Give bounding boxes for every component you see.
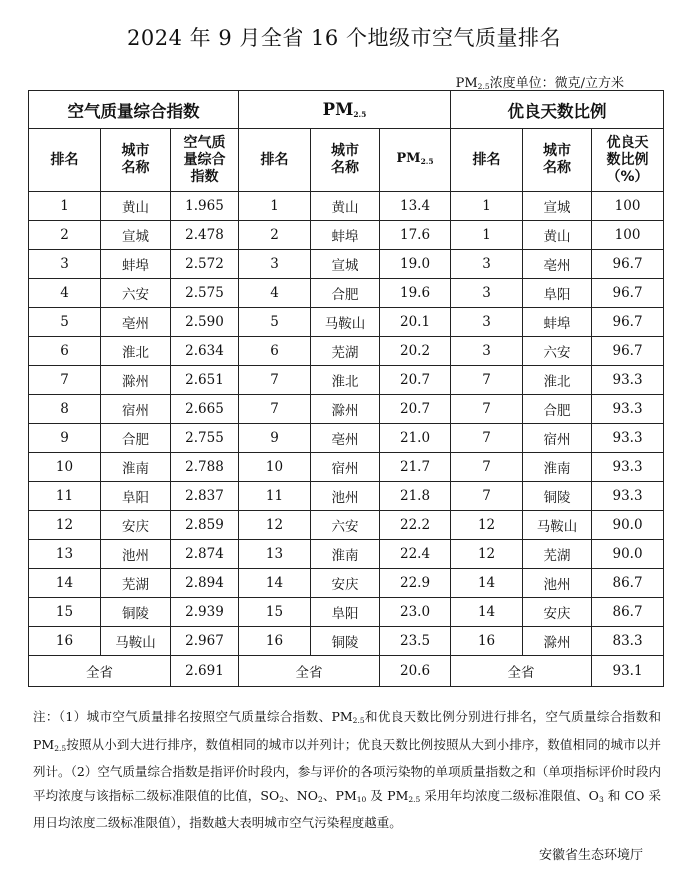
- pm-value-cell: 17.6: [380, 221, 451, 250]
- pm-rank-cell: 7: [239, 366, 311, 395]
- aqi-rank-cell: 11: [29, 482, 101, 511]
- note-text: 按照从小到大进行排序，数值相同的城市以并列计；优良天数比例按照从大到小排序，数值相同的城市以并列计。（2）空气质量综合指数是指评价时段内，参与评价的各项污染物的单项质量指数之和（单项指标评价时段内平均浓度与该指标二级标准限值的比值，SO: [33, 736, 661, 803]
- aqi-city-cell: 蚌埠: [101, 250, 171, 279]
- pm-value-cell: 20.2: [380, 337, 451, 366]
- pm-city-cell: 阜阳: [311, 598, 380, 627]
- aqi-rank-cell: 2: [29, 221, 101, 250]
- pm-rank-cell: 9: [239, 424, 311, 453]
- pm-value-cell: 19.0: [380, 250, 451, 279]
- header-city-l1: 城市: [121, 143, 150, 159]
- aqi-rank-cell: 15: [29, 598, 101, 627]
- header-rank: 排名: [451, 129, 523, 192]
- header-city: [311, 129, 380, 192]
- pm-value-cell: 20.7: [380, 395, 451, 424]
- good-rank-cell: 12: [451, 540, 523, 569]
- group-good-days-header: 优良天数比例: [451, 91, 664, 129]
- aqi-value-cell: 2.894: [171, 569, 239, 598]
- good-rank-cell: 7: [451, 366, 523, 395]
- table-row: [29, 221, 664, 250]
- pm-value-cell: 22.4: [380, 540, 451, 569]
- aqi-rank-cell: 16: [29, 627, 101, 656]
- pm-city-cell: 合肥: [311, 279, 380, 308]
- pm-rank-cell: 13: [239, 540, 311, 569]
- pm-city-cell: 亳州: [311, 424, 380, 453]
- pm-city-cell: 淮南: [311, 540, 380, 569]
- pm-value-cell: 22.2: [380, 511, 451, 540]
- pm-rank-cell: 4: [239, 279, 311, 308]
- total-label: 全省: [451, 656, 592, 687]
- table-row: [29, 482, 664, 511]
- aqi-value-cell: 2.665: [171, 395, 239, 424]
- note-text: 采用年均浓度二级标准限值、O: [420, 787, 599, 803]
- good-value-cell: 100: [592, 192, 664, 221]
- aqi-city-cell: 宣城: [101, 221, 171, 250]
- header-aqi: [171, 129, 239, 192]
- total-good-value: 93.1: [592, 656, 664, 687]
- aqi-city-cell: 马鞍山: [101, 627, 171, 656]
- aqi-rank-cell: 4: [29, 279, 101, 308]
- aqi-value-cell: 2.755: [171, 424, 239, 453]
- pm-city-cell: 蚌埠: [311, 221, 380, 250]
- pm-city-cell: 池州: [311, 482, 380, 511]
- aqi-rank-cell: 9: [29, 424, 101, 453]
- header-city-l2: 名称: [331, 160, 360, 176]
- good-value-cell: 93.3: [592, 424, 664, 453]
- header-aqi-l2: 量综合: [183, 151, 226, 168]
- pm-rank-cell: 6: [239, 337, 311, 366]
- good-rank-cell: 7: [451, 395, 523, 424]
- aqi-city-cell: 六安: [101, 279, 171, 308]
- pm-value-cell: 23.0: [380, 598, 451, 627]
- aqi-rank-cell: 6: [29, 337, 101, 366]
- good-value-cell: 90.0: [592, 511, 664, 540]
- unit-pm: PM: [455, 76, 478, 91]
- aqi-value-cell: 2.634: [171, 337, 239, 366]
- header-good-l3: （%）: [606, 168, 649, 185]
- pm-rank-cell: 14: [239, 569, 311, 598]
- aqi-value-cell: 2.788: [171, 453, 239, 482]
- pm-city-cell: 芜湖: [311, 337, 380, 366]
- note-sub: 2: [318, 794, 323, 804]
- note-text: 、NO: [284, 787, 318, 803]
- good-city-cell: 六安: [523, 337, 592, 366]
- good-city-cell: 宣城: [523, 192, 592, 221]
- page-title: 2024 年 9 月全省 16 个地级市空气质量排名: [127, 26, 561, 50]
- pm-rank-cell: 16: [239, 627, 311, 656]
- good-city-cell: 池州: [523, 569, 592, 598]
- pm-city-cell: 六安: [311, 511, 380, 540]
- good-rank-cell: 3: [451, 279, 523, 308]
- good-value-cell: 86.7: [592, 598, 664, 627]
- pm-value-cell: 20.7: [380, 366, 451, 395]
- pm-value-cell: 23.5: [380, 627, 451, 656]
- total-row: [29, 656, 664, 687]
- pm-value-cell: 19.6: [380, 279, 451, 308]
- good-city-cell: 铜陵: [523, 482, 592, 511]
- header-aqi-l1: 空气质: [183, 134, 226, 151]
- table-row: [29, 511, 664, 540]
- aqi-city-cell: 亳州: [101, 308, 171, 337]
- total-aqi-value: 2.691: [171, 656, 239, 687]
- pm-rank-cell: 7: [239, 395, 311, 424]
- table-row: [29, 424, 664, 453]
- note-text: 和优良天数比例分别进行排名，空气质量综合指数和 PM: [33, 709, 661, 752]
- good-rank-cell: 16: [451, 627, 523, 656]
- aqi-rank-cell: 12: [29, 511, 101, 540]
- header-rank: 排名: [29, 129, 101, 192]
- aqi-value-cell: 2.939: [171, 598, 239, 627]
- good-rank-cell: 14: [451, 598, 523, 627]
- aqi-value-cell: 2.575: [171, 279, 239, 308]
- group-pm-sub: 2.5: [353, 110, 367, 119]
- pm-rank-cell: 10: [239, 453, 311, 482]
- note-sub: 2.5: [352, 716, 365, 725]
- table-row: [29, 366, 664, 395]
- header-pm-text: PM: [396, 151, 421, 166]
- aqi-rank-cell: 1: [29, 192, 101, 221]
- aqi-value-cell: 2.967: [171, 627, 239, 656]
- total-pm-value: 20.6: [380, 656, 451, 687]
- good-value-cell: 93.3: [592, 395, 664, 424]
- pm-city-cell: 铜陵: [311, 627, 380, 656]
- note-sub: 2.5: [54, 743, 67, 753]
- good-value-cell: 83.3: [592, 627, 664, 656]
- pm-city-cell: 淮北: [311, 366, 380, 395]
- aqi-value-cell: 2.590: [171, 308, 239, 337]
- aqi-rank-cell: 3: [29, 250, 101, 279]
- aqi-value-cell: 1.965: [171, 192, 239, 221]
- good-city-cell: 淮南: [523, 453, 592, 482]
- good-rank-cell: 3: [451, 337, 523, 366]
- pm-rank-cell: 12: [239, 511, 311, 540]
- good-city-cell: 合肥: [523, 395, 592, 424]
- good-city-cell: 黄山: [523, 221, 592, 250]
- aqi-value-cell: 2.837: [171, 482, 239, 511]
- good-value-cell: 93.3: [592, 453, 664, 482]
- pm-rank-cell: 3: [239, 250, 311, 279]
- good-rank-cell: 1: [451, 192, 523, 221]
- good-rank-cell: 7: [451, 424, 523, 453]
- pm-city-cell: 马鞍山: [311, 308, 380, 337]
- table-row: [29, 250, 664, 279]
- aqi-city-cell: 淮南: [101, 453, 171, 482]
- aqi-city-cell: 阜阳: [101, 482, 171, 511]
- pm-value-cell: 21.7: [380, 453, 451, 482]
- pm-rank-cell: 5: [239, 308, 311, 337]
- group-aqi-header: 空气质量综合指数: [29, 91, 239, 129]
- total-label: 全省: [239, 656, 380, 687]
- aqi-value-cell: 2.478: [171, 221, 239, 250]
- note-sub: 10: [356, 794, 367, 804]
- good-city-cell: 蚌埠: [523, 308, 592, 337]
- header-good-l2: 数比例: [606, 151, 649, 168]
- table-row: [29, 192, 664, 221]
- header-city-l2: 名称: [121, 160, 150, 176]
- aqi-rank-cell: 13: [29, 540, 101, 569]
- good-city-cell: 宿州: [523, 424, 592, 453]
- good-rank-cell: 7: [451, 482, 523, 511]
- pm-value-cell: 21.0: [380, 424, 451, 453]
- aqi-city-cell: 宿州: [101, 395, 171, 424]
- pm-value-cell: 13.4: [380, 192, 451, 221]
- good-value-cell: 96.7: [592, 337, 664, 366]
- aqi-city-cell: 铜陵: [101, 598, 171, 627]
- good-rank-cell: 14: [451, 569, 523, 598]
- table-row: [29, 279, 664, 308]
- note-sub: 2: [279, 794, 285, 804]
- aqi-rank-cell: 5: [29, 308, 101, 337]
- aqi-value-cell: 2.874: [171, 540, 239, 569]
- header-pm-sub: 2.5: [420, 157, 434, 166]
- aqi-city-cell: 安庆: [101, 511, 171, 540]
- good-rank-cell: 7: [451, 453, 523, 482]
- header-city-l1: 城市: [331, 143, 360, 159]
- table-row: [29, 569, 664, 598]
- header-pm25: [380, 129, 451, 192]
- table-row: [29, 337, 664, 366]
- pm-rank-cell: 2: [239, 221, 311, 250]
- pm-city-cell: 宿州: [311, 453, 380, 482]
- header-good-ratio: [592, 129, 664, 192]
- header-city: [523, 129, 592, 192]
- pm-city-cell: 宣城: [311, 250, 380, 279]
- pm-value-cell: 20.1: [380, 308, 451, 337]
- good-rank-cell: 1: [451, 221, 523, 250]
- good-city-cell: 亳州: [523, 250, 592, 279]
- note-text: 和 CO 采用日均浓度二级标准限值），指数越大表明城市空气污染程度越重。: [33, 787, 661, 830]
- unit-pm-sub: 2.5: [477, 82, 490, 91]
- good-value-cell: 96.7: [592, 308, 664, 337]
- unit-note: [456, 72, 624, 91]
- good-city-cell: 阜阳: [523, 279, 592, 308]
- group-pm25-header: [239, 91, 451, 129]
- good-city-cell: 滁州: [523, 627, 592, 656]
- aqi-city-cell: 淮北: [101, 337, 171, 366]
- pm-value-cell: 22.9: [380, 569, 451, 598]
- table-row: [29, 395, 664, 424]
- header-city-l1: 城市: [543, 143, 572, 159]
- aqi-city-cell: 合肥: [101, 424, 171, 453]
- aqi-city-cell: 芜湖: [101, 569, 171, 598]
- good-city-cell: 芜湖: [523, 540, 592, 569]
- aqi-city-cell: 黄山: [101, 192, 171, 221]
- good-rank-cell: 3: [451, 250, 523, 279]
- pm-city-cell: 滁州: [311, 395, 380, 424]
- good-rank-cell: 12: [451, 511, 523, 540]
- table-row: [29, 308, 664, 337]
- header-good-l1: 优良天: [606, 134, 649, 151]
- good-value-cell: 93.3: [592, 366, 664, 395]
- pm-rank-cell: 15: [239, 598, 311, 627]
- aqi-rank-cell: 7: [29, 366, 101, 395]
- good-value-cell: 96.7: [592, 279, 664, 308]
- table-row: [29, 598, 664, 627]
- good-value-cell: 90.0: [592, 540, 664, 569]
- note-text: 注：（1）城市空气质量排名按照空气质量综合指数、PM: [33, 709, 353, 724]
- pm-rank-cell: 1: [239, 192, 311, 221]
- table-row: [29, 627, 664, 656]
- good-value-cell: 86.7: [592, 569, 664, 598]
- pm-city-cell: 安庆: [311, 569, 380, 598]
- aqi-rank-cell: 8: [29, 395, 101, 424]
- note-text: 及 PM: [366, 787, 409, 803]
- good-value-cell: 93.3: [592, 482, 664, 511]
- good-value-cell: 96.7: [592, 250, 664, 279]
- ranking-table: [28, 90, 664, 687]
- good-rank-cell: 3: [451, 308, 523, 337]
- header-rank: 排名: [239, 129, 311, 192]
- good-city-cell: 马鞍山: [523, 511, 592, 540]
- aqi-city-cell: 滁州: [101, 366, 171, 395]
- pm-value-cell: 21.8: [380, 482, 451, 511]
- note-sub: 2.5: [408, 794, 421, 804]
- aqi-rank-cell: 10: [29, 453, 101, 482]
- footnote: [33, 705, 661, 835]
- table-row: [29, 453, 664, 482]
- total-label: 全省: [29, 656, 171, 687]
- aqi-value-cell: 2.651: [171, 366, 239, 395]
- note-text: 、PM: [322, 787, 357, 803]
- note-sub: 3: [598, 794, 604, 804]
- pm-city-cell: 黄山: [311, 192, 380, 221]
- unit-text: 浓度单位：微克/立方米: [489, 76, 624, 91]
- table-row: [29, 540, 664, 569]
- group-pm-text: PM: [322, 100, 354, 119]
- issuer: 安徽省生态环境厅: [538, 848, 643, 863]
- pm-rank-cell: 11: [239, 482, 311, 511]
- header-city: [101, 129, 171, 192]
- aqi-value-cell: 2.859: [171, 511, 239, 540]
- good-city-cell: 淮北: [523, 366, 592, 395]
- aqi-rank-cell: 14: [29, 569, 101, 598]
- aqi-city-cell: 池州: [101, 540, 171, 569]
- header-aqi-l3: 指数: [190, 168, 219, 185]
- good-value-cell: 100: [592, 221, 664, 250]
- aqi-value-cell: 2.572: [171, 250, 239, 279]
- header-city-l2: 名称: [543, 160, 572, 176]
- good-city-cell: 安庆: [523, 598, 592, 627]
